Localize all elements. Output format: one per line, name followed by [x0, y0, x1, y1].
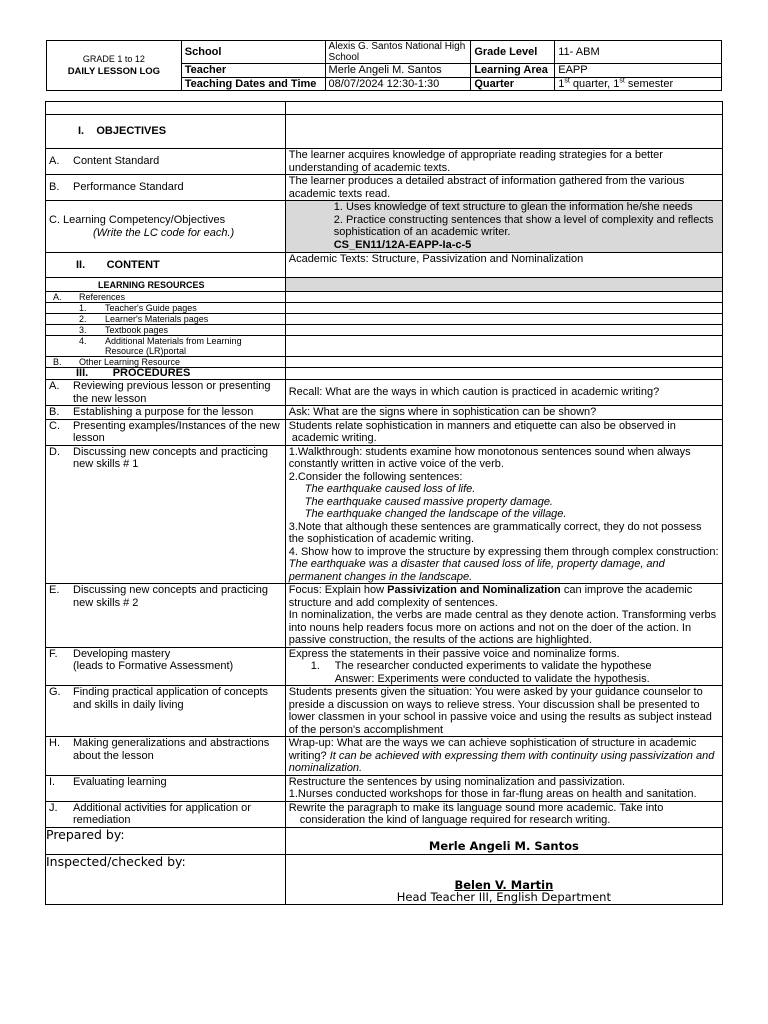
procedure-e-label: E. Discussing new concepts and practicing new skills # 2	[46, 584, 286, 648]
learning-area-label: Learning Area	[471, 64, 555, 78]
dates-value: 08/07/2024 12:30-1:30	[325, 77, 471, 91]
procedure-d-label: D. Discussing new concepts and practicing new skills # 1	[46, 445, 286, 584]
document-title: DAILY LESSON LOG	[67, 65, 161, 77]
header-table	[46, 40, 722, 91]
performance-standard-label: B. Performance Standard	[46, 175, 286, 201]
resource-row: 3. Textbook pages	[46, 325, 286, 336]
procedure-f-label: F. Developing mastery (leads to Formative Assessment)	[46, 647, 286, 686]
performance-standard-text: The learner produces a detailed abstract of information gathered from the various academic texts read.	[285, 175, 722, 201]
procedure-g-label: G. Finding practical application of concepts and skills in daily living	[46, 686, 286, 737]
resource-row: B. Other Learning Resource	[46, 357, 286, 368]
procedure-d-text: 1.Walkthrough: students examine how monotonous sentences sound when always constantly written in active voice of the verb. 2.Consider the following sentences: The earthquake caused loss of life. The earthquake caused massive property damage. The earthquake changed the landscape of the village. 3.Note that although these sentences are grammatically correct, they do not possess the sophistication of academic writing. 4. Show how to improve the structure by expressing them through complex construction: The earthquake was a disaster that caused loss of life, property damage, and permanent changes in the landscape.	[285, 445, 722, 584]
checked-by-block	[285, 854, 722, 904]
teacher-value: Merle Angeli M. Santos	[325, 64, 471, 78]
procedure-b-label: B. Establishing a purpose for the lesson	[46, 406, 286, 420]
objectives-heading: I. OBJECTIVES	[46, 115, 286, 149]
learning-resources-heading: LEARNING RESOURCES	[46, 278, 286, 292]
procedure-c-text: Students relate sophistication in manners and etiquette can also be observed in academic writing.	[285, 419, 722, 445]
procedure-h-label: H. Making generalizations and abstractions about the lesson	[46, 737, 286, 776]
content-standard-label: A. Content Standard	[46, 149, 286, 175]
prepared-by-label: Prepared by:	[46, 827, 286, 854]
resource-row: A. References	[46, 292, 286, 303]
procedure-j-text: Rewrite the paragraph to make its language sound more academic. Take into consideration the kind of language required for research writing.	[285, 801, 722, 827]
grade-range: GRADE 1 to 12	[82, 54, 145, 64]
procedure-i-text: Restructure the sentences by using nominalization and passivization. 1.Nurses conducted workshops for those in far-flung areas on health and sanitation.	[285, 775, 722, 801]
procedure-i-label: I. Evaluating learning	[46, 775, 286, 801]
quarter-value: 1st quarter, 1st semester	[555, 77, 722, 91]
school-value: Alexis G. Santos National High School	[325, 41, 471, 64]
procedure-e-text: Focus: Explain how Passivization and Nominalization can improve the academic structure and add complexity of sentences. In nominalization, the verbs are made central as they denote action. Transforming verbs into nouns help readers focus more on actions and not on the doer of the action. In passive construction, the results of the actions are highlighted.	[285, 584, 722, 648]
content-value: Academic Texts: Structure, Passivization and Nominalization	[285, 253, 722, 278]
checked-by-title: Head Teacher III, English Department	[396, 890, 611, 904]
dates-label: Teaching Dates and Time	[181, 77, 325, 91]
lc-code: CS_EN11/12A-EAPP-Ia-c-5	[333, 238, 472, 251]
competency-label: C. Learning Competency/Objectives (Write the LC code for each.)	[46, 201, 286, 253]
resource-row: 2. Learner's Materials pages	[46, 314, 286, 325]
procedures-heading: III. PROCEDURES	[46, 368, 286, 380]
content-heading: II. CONTENT	[46, 253, 286, 278]
checked-by-label: Inspected/checked by:	[46, 854, 286, 904]
procedure-j-label: J. Additional activities for application or remediation	[46, 801, 286, 827]
quarter-label: Quarter	[471, 77, 555, 91]
grade-level-value: 11- ABM	[555, 41, 722, 64]
learning-area-value: EAPP	[555, 64, 722, 78]
competency-text: 1. Uses knowledge of text structure to glean the information he/she needs 2. Practice constructing sentences that show a level of complexity and reflects sophistication of an academic writer. CS_EN11/12A-EAPP-Ia-c-5	[285, 201, 722, 253]
grade-level-label: Grade Level	[471, 41, 555, 64]
procedure-g-text: Students presents given the situation: You were asked by your guidance counselor to preside a discussion on ways to relieve stress. Your discussion shall be presented to lower classmen in your school in passive voice and using the results as subject instead of the person's accomplishment	[285, 686, 722, 737]
prepared-by-name: Merle Angeli M. Santos	[285, 827, 722, 854]
lesson-table	[45, 101, 723, 905]
resource-row: 1. Teacher's Guide pages	[46, 303, 286, 314]
grade-title-cell	[47, 41, 182, 91]
resource-row: 4. Additional Materials from Learning Resource (LR)portal	[46, 336, 286, 357]
procedure-b-text: Ask: What are the signs where in sophistication can be shown?	[285, 406, 722, 420]
procedure-c-label: C. Presenting examples/Instances of the new lesson	[46, 419, 286, 445]
procedure-a-label: A. Reviewing previous lesson or presenting the new lesson	[46, 380, 286, 406]
school-label: School	[181, 41, 325, 64]
checked-by-name: Belen V. Martin	[454, 877, 554, 892]
procedure-f-text: Express the statements in their passive voice and nominalize forms. 1. The researcher conducted experiments to validate the hypothese Answer: Experiments were conducted to validate the hypothesis.	[285, 647, 722, 686]
procedure-h-text: Wrap-up: What are the ways we can achieve sophistication of structure in academic writing? It can be achieved with expressing them with continuity using passivization and nominalization.	[285, 737, 722, 776]
content-standard-text: The learner acquires knowledge of appropriate reading strategies for a better understanding of academic texts.	[285, 149, 722, 175]
procedure-a-text: Recall: What are the ways in which caution is practiced in academic writing?	[285, 380, 722, 406]
teacher-label: Teacher	[181, 64, 325, 78]
